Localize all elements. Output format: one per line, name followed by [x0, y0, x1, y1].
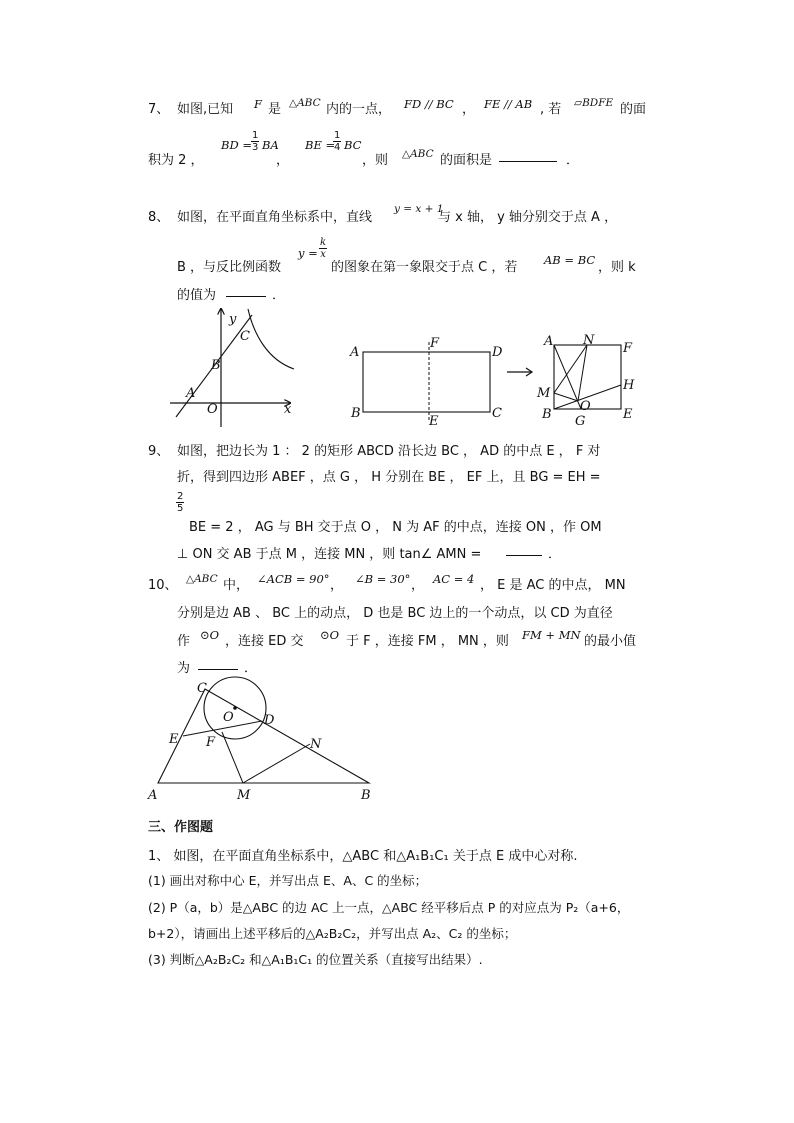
label-y: y [229, 312, 237, 327]
fraction-denominator: 5 [177, 503, 184, 514]
q8-text: ． [272, 288, 286, 303]
label-point-d: D [492, 345, 503, 360]
q10-text: 作 [177, 634, 191, 649]
q8-line-equation: y = x + 1 [394, 203, 444, 215]
q10-text: 的最小值 [584, 634, 637, 649]
fraction-numerator: k [320, 237, 327, 248]
label-point-c: C [197, 681, 207, 696]
q7-triangle-abc: △ABC [402, 148, 434, 160]
fraction-denominator: 4 [334, 142, 341, 153]
q7-text: ，则 [362, 153, 389, 168]
q7-fe-parallel-ab: FE // AB [484, 97, 533, 111]
figure-q10-svg [145, 678, 385, 804]
section3-part-2-cont: b+2），请画出上述平移后的△A₂B₂C₂，并写出点 A₂、C₂ 的坐标； [148, 926, 517, 941]
q10-text: ，连接 ED 交 [225, 634, 304, 649]
q7-text: 积为 2 ， [148, 153, 204, 168]
q7-text: 是 [268, 102, 282, 117]
q10-circle-o: ⊙O [320, 628, 340, 642]
segment-fm [222, 732, 243, 783]
label-point-e: E [623, 407, 633, 422]
label-point-f: F [623, 341, 633, 356]
label-point-m: M [537, 386, 551, 401]
q7-fraction-one-quarter [333, 130, 341, 153]
q7-be-eq: BE = [305, 138, 336, 152]
q7-answer-blank[interactable] [499, 149, 557, 162]
label-point-m: M [237, 788, 251, 803]
q9-text: ⊥ ON 交 AB 于点 M ，连接 MN ，则 tan∠ AMN = [177, 547, 482, 562]
q10-angle-acb: ∠ACB = 90° [257, 572, 330, 586]
q9-text: 折，得到四边形 ABEF ，点 G ， H 分别在 BE ， EF 上，且 BG = EH = [177, 470, 601, 485]
section3-part-3: (3) 判断△A₂B₂C₂ 和△A₁B₁C₁ 的位置关系（直接写出结果）. [148, 952, 483, 967]
label-point-b: B [351, 406, 361, 421]
fraction-denominator: 3 [252, 142, 259, 153]
q7-fraction-one-third [251, 130, 259, 153]
q8-text: ，则 k [598, 260, 636, 275]
q10-answer-blank[interactable] [198, 657, 238, 670]
label-x: x [284, 402, 292, 417]
q7-text: 的面积是 [440, 153, 493, 168]
q7-parallelogram-bdfe: ▱BDFE [574, 97, 614, 109]
q8-fraction-k-over-x [319, 237, 327, 260]
label-point-b: B [211, 358, 221, 373]
section3-part-1: (1) 画出对称中心 E，并写出点 E、A、C 的坐标； [148, 873, 428, 888]
triangle-abc [158, 689, 369, 783]
q10-circle-o: ⊙O [200, 628, 220, 642]
segment-mn [554, 345, 587, 393]
label-point-d: D [264, 713, 275, 728]
q10-text: 于 F ，连接 FM ， MN ，则 [346, 634, 509, 649]
label-point-h: H [623, 378, 635, 393]
q7-number: 7、 [148, 102, 170, 117]
q10-text: 为 [177, 661, 191, 676]
q10-angle-b: ∠B = 30° [355, 572, 411, 586]
center-point-o [233, 706, 237, 710]
q7-text: ， [462, 102, 476, 117]
q8-text: 与 x 轴， y 轴分别交于点 A ， [438, 210, 618, 225]
label-point-a: A [350, 345, 360, 360]
label-point-c: C [240, 329, 250, 344]
q9-number: 9、 [148, 444, 170, 459]
q10-text: ． [244, 661, 258, 676]
q7-text: , 若 [540, 102, 562, 117]
figure-q9-folded-svg [535, 333, 645, 429]
fraction-numerator: 1 [252, 130, 259, 141]
q8-ab-eq-bc: AB = BC [544, 253, 596, 267]
label-point-a: A [544, 334, 554, 349]
q7-text: ， [276, 153, 290, 168]
segment-ag [554, 345, 581, 409]
q7-text: 如图,已知 [177, 102, 234, 117]
q9-fraction-two-fifths [176, 491, 184, 514]
q9-text: 如图，把边长为 1 ： 2 的矩形 ABCD 沿长边 BC ， AD 的中点 E ， F 对 [177, 444, 601, 459]
rectangle-abcd [363, 352, 490, 412]
q10-text: ， E 是 AC 的中点， MN [480, 578, 626, 593]
q10-text: 分别是边 AB 、 BC 上的动点， D 也是 BC 边上的一个动点，以 CD 为直径 [177, 606, 613, 621]
q7-text: ． [566, 153, 580, 168]
label-point-a: A [186, 386, 196, 401]
q8-answer-blank[interactable] [226, 284, 266, 297]
label-origin-o: O [207, 402, 218, 417]
q7-triangle-abc: △ABC [289, 97, 321, 109]
q10-text: 中， [223, 578, 250, 593]
section3-question-1: 1、 如图，在平面直角坐标系中，△ABC 和△A₁B₁C₁ 关于点 E 成中心对称. [148, 849, 578, 864]
q10-fm-plus-mn: FM + MN [522, 628, 581, 642]
label-point-o: O [580, 399, 591, 414]
hyperbola-curve [248, 309, 294, 369]
figure-q8-svg [170, 305, 300, 430]
q10-text: ， [330, 578, 344, 593]
q8-text: 的图象在第一象限交于点 C ，若 [331, 260, 518, 275]
q8-text: 的值为 [177, 288, 217, 303]
label-point-o: O [223, 710, 234, 725]
label-point-n: N [583, 333, 595, 348]
q7-bd-eq: BD = [221, 138, 252, 152]
q10-triangle-abc: △ABC [186, 573, 218, 585]
q8-text: B ，与反比例函数 [177, 260, 282, 275]
label-point-g: G [575, 414, 586, 429]
q10-text: ， [411, 578, 425, 593]
label-point-a: A [148, 788, 158, 803]
arrow-right-icon [505, 365, 537, 379]
q8-number: 8、 [148, 210, 170, 225]
q10-number: 10、 [148, 578, 178, 593]
q8-function-y: y = [298, 246, 318, 260]
figure-q9-rectangle-svg [345, 333, 505, 429]
q7-segment-ba: BA [262, 138, 279, 152]
q9-text: BE = 2 ， AG 与 BH 交于点 O ， N 为 AF 的中点，连接 ON ，作 OM [189, 520, 602, 535]
q7-text: 内的一点， [326, 102, 392, 117]
segment-mn [243, 744, 310, 783]
label-point-b: B [361, 788, 371, 803]
section3-part-2: (2) P（a，b）是△ABC 的边 AC 上一点，△ABC 经平移后点 P 的对应点为 P₂（a+6， [148, 900, 630, 915]
q9-text: ． [548, 547, 562, 562]
fraction-numerator: 1 [334, 130, 341, 141]
label-point-b: B [542, 407, 552, 422]
q8-text: 如图，在平面直角坐标系中，直线 [177, 210, 373, 225]
q7-text: 的面 [620, 102, 647, 117]
label-point-f: F [206, 735, 216, 750]
label-point-e: E [169, 732, 179, 747]
label-point-n: N [310, 737, 322, 752]
q9-answer-blank[interactable] [506, 543, 542, 556]
segment-on [578, 345, 587, 401]
fraction-numerator: 2 [177, 491, 184, 502]
q7-point-f: F [254, 97, 262, 111]
label-point-c: C [492, 406, 502, 421]
q7-fd-parallel-bc: FD // BC [404, 97, 454, 111]
q7-segment-bc: BC [344, 138, 362, 152]
q10-ac-eq-4: AC = 4 [433, 572, 475, 586]
label-point-f: F [430, 336, 440, 351]
label-point-e: E [429, 414, 439, 429]
fraction-denominator: x [320, 249, 326, 260]
section-title: 三、作图题 [148, 820, 214, 835]
